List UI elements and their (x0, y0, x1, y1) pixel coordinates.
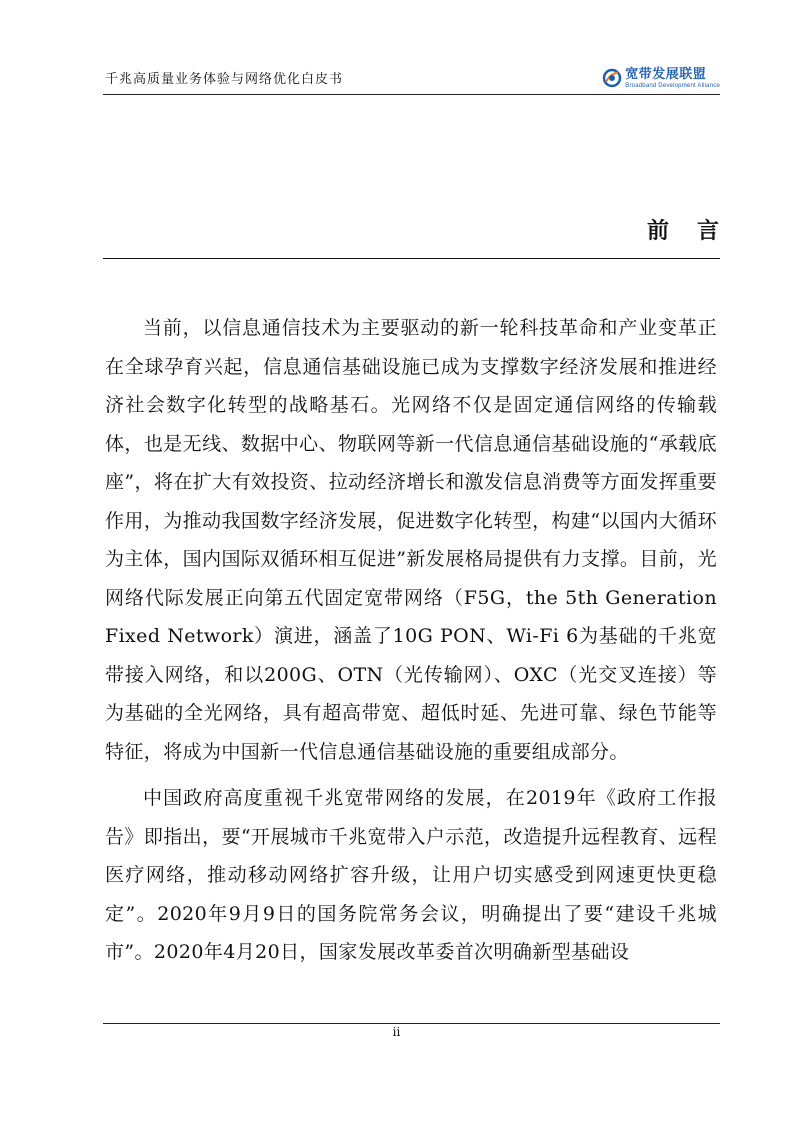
header-divider (103, 94, 720, 95)
logo-english-name: Broadband Development Alliance (625, 82, 720, 89)
logo-chinese-name: 宽带发展联盟 (625, 66, 707, 82)
paragraph: 中国政府高度重视千兆宽带网络的发展，在2019年《政府工作报告》即指出，要“开展城市千兆宽带入户示范，改造提升远程教育、远程医疗网络，推动移动网络扩容升级，让用户切实感受到网速更快更稳定”。2020年9月9日的国务院常务会议，明确提出了要“建设千兆城市”。2020年4月20日，国家发展改革委首次明确新型基础设 (105, 787, 717, 963)
alliance-logo (602, 64, 720, 92)
paragraph: 当前，以信息通信技术为主要驱动的新一轮科技革命和产业变革正在全球孕育兴起，信息通信基础设施已成为支撑数字经济发展和推进经济社会数字化转型的战略基石。光网络不仅是固定通信网络的传输载体，也是无线、数据中心、物联网等新一代信息通信基础设施的“承载底座”，将在扩大有效投资、拉动经济增长和激发信息消费等方面发挥重要作用，为推动我国数字经济发展，促进数字化转型，构建“以国内大循环为主体，国内国际双循环相互促进”新发展格局提供有力支撑。目前，光网络代际发展正向第五代固定宽带网络（F5G，the 5th Generation Fixed Network）演进，涵盖了10G PON、Wi-Fi 6为基础的千兆宽带接入网络，和以200G、OTN（光传输网）、OXC（光交叉连接）等为基础的全光网络，具有超高带宽、超低时延、先进可靠、绿色节能等特征，将成为中国新一代信息通信基础设施的重要组成部分。 (105, 317, 717, 763)
footer-divider (103, 1023, 720, 1024)
page-number: ii (392, 1025, 401, 1039)
title-divider (103, 258, 720, 259)
body-text (105, 309, 717, 980)
page-header (103, 64, 720, 94)
alliance-logo-icon (602, 68, 622, 88)
header-title: 千兆高质量业务体验与网络优化白皮书 (105, 72, 344, 87)
section-title: 前言 (646, 218, 747, 244)
